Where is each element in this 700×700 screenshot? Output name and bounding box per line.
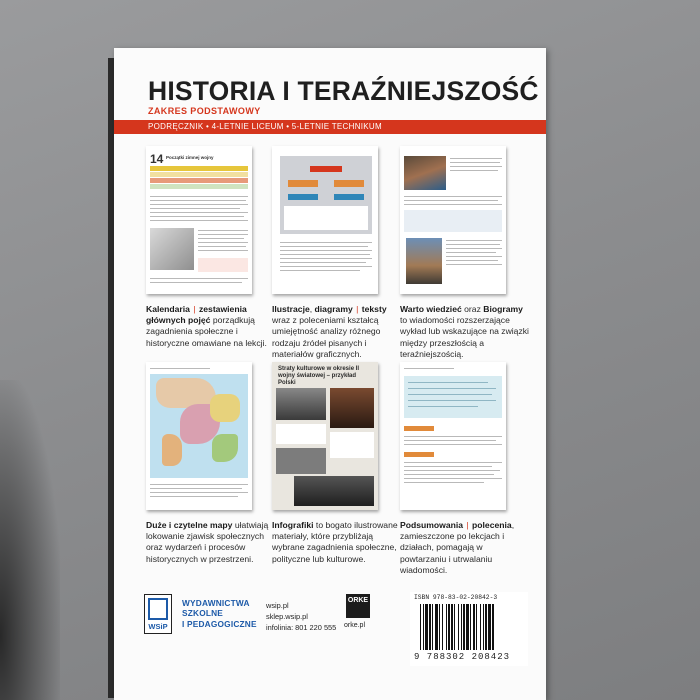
info-box: [404, 210, 502, 232]
infographic-title: Straty kulturowe w okresie II wojny światowej – przykład Polski: [278, 366, 360, 386]
desc-segment: to bogato ilustrowane materiały, które przybliżają wybrane zagadnienia społeczne, polityczne lub kulturowe.: [272, 520, 398, 564]
thumbnail-timeline: [146, 146, 252, 294]
thumbnail-map: [146, 362, 252, 510]
separator-glyph: |: [464, 520, 472, 530]
feature-desc-4: [146, 520, 276, 565]
wsip-logo-text: WSiP: [148, 622, 168, 631]
level-band-text: PODRĘCZNIK • 4-LETNIE LICEUM • 5-LETNIE TECHNIKUM: [148, 122, 382, 131]
painting-placeholder: [330, 388, 374, 428]
thumb-lesson-number: 14: [150, 152, 164, 166]
photo-placeholder: [150, 228, 194, 270]
wsip-logo: [144, 594, 172, 634]
glossary-box: [198, 258, 248, 272]
tasks-header: [404, 426, 434, 431]
desc-segment: to wiadomości rozszerzające wykład lub wskazujące na związki między przeszłością a teraźniejszością.: [400, 315, 529, 359]
desc-segment: porządkują zagadnienia społeczne i historyczne omawiane na lekcji.: [146, 315, 267, 348]
shop-link: sklep.wsip.pl: [266, 612, 308, 621]
desc-segment: Infografiki: [272, 520, 314, 530]
desc-segment: Warto wiedzieć: [400, 304, 462, 314]
thumbnail-summary: [400, 362, 506, 510]
map-placeholder: [150, 374, 248, 478]
desc-segment: Ilustracje: [272, 304, 310, 314]
thumbnail-diagram: [272, 146, 378, 294]
desc-segment: ,: [309, 304, 315, 314]
desc-segment: , zamieszczone po lekcjach i działach, pomagają w powtarzaniu i utrwalaniu wiadomości.: [400, 520, 515, 575]
desc-segment: polecenia: [472, 520, 512, 530]
feature-desc-3: [400, 304, 530, 360]
desc-segment: zestawienia głównych pojęć: [146, 304, 247, 326]
book-subtitle: ZAKRES PODSTAWOWY: [148, 106, 261, 116]
tasks-header: [404, 452, 434, 457]
photo-placeholder: [404, 156, 446, 190]
photo-shadow: [0, 380, 60, 700]
hotline: infolinia: 801 220 555: [266, 623, 337, 632]
desc-segment: Biogramy: [483, 304, 523, 314]
desc-segment: Podsumowania: [400, 520, 464, 530]
separator-glyph: |: [190, 304, 198, 314]
book-title: HISTORIA I TERAŹNIEJSZOŚĆ: [148, 76, 539, 106]
portrait-placeholder: [406, 238, 442, 284]
barcode-number: 9 788302 208423: [414, 652, 511, 662]
website-link: wsip.pl: [266, 601, 289, 610]
thumbnail-infographic: [272, 362, 378, 510]
desc-segment: teksty: [361, 304, 387, 314]
timeline-bar: [150, 178, 248, 183]
feature-desc-1: [146, 304, 276, 349]
desc-segment: wraz z poleceniami kształcą umiejętność analizy różnego rodzaju źródeł pisanych i materiałów graficznych.: [272, 315, 381, 359]
desc-segment: Kalendaria: [146, 304, 190, 314]
desc-segment: ułatwiają lokowanie zjawisk społecznych oraz wydarzeń i procesów historycznych w przestrzeni.: [146, 520, 269, 564]
thumb-lesson-title: Początki zimnej wojny: [166, 155, 214, 160]
feature-desc-5: [272, 520, 402, 565]
feature-desc-6: [400, 520, 530, 576]
diagram-area: [280, 156, 372, 234]
timeline-bar: [150, 184, 248, 189]
desc-segment: oraz: [461, 304, 484, 314]
desc-segment: diagramy: [314, 304, 353, 314]
photo-placeholder: [276, 448, 326, 474]
photo-placeholder: [276, 388, 326, 420]
book-back-cover: [114, 48, 546, 700]
separator-glyph: |: [353, 304, 361, 314]
text-box: [330, 432, 374, 458]
orke-url: orke.pl: [344, 622, 366, 629]
isbn-barcode: [410, 592, 528, 666]
level-band: [114, 120, 546, 134]
timeline-bar: [150, 172, 248, 177]
isbn-text: ISBN 978-83-02-20842-3: [414, 594, 498, 601]
thumbnail-biograms: [400, 146, 506, 294]
publisher-contact: [266, 600, 336, 633]
feature-desc-2: [272, 304, 402, 360]
desc-segment: Duże i czytelne mapy: [146, 520, 233, 530]
text-box: [276, 424, 326, 444]
photo-placeholder: [294, 476, 374, 506]
barcode-icon: [418, 604, 522, 652]
publisher-name: WYDAWNICTWA SZKOLNE I PEDAGOGICZNE: [182, 598, 257, 629]
orke-logo: ORKE: [346, 594, 370, 618]
timeline-bar: [150, 166, 248, 171]
